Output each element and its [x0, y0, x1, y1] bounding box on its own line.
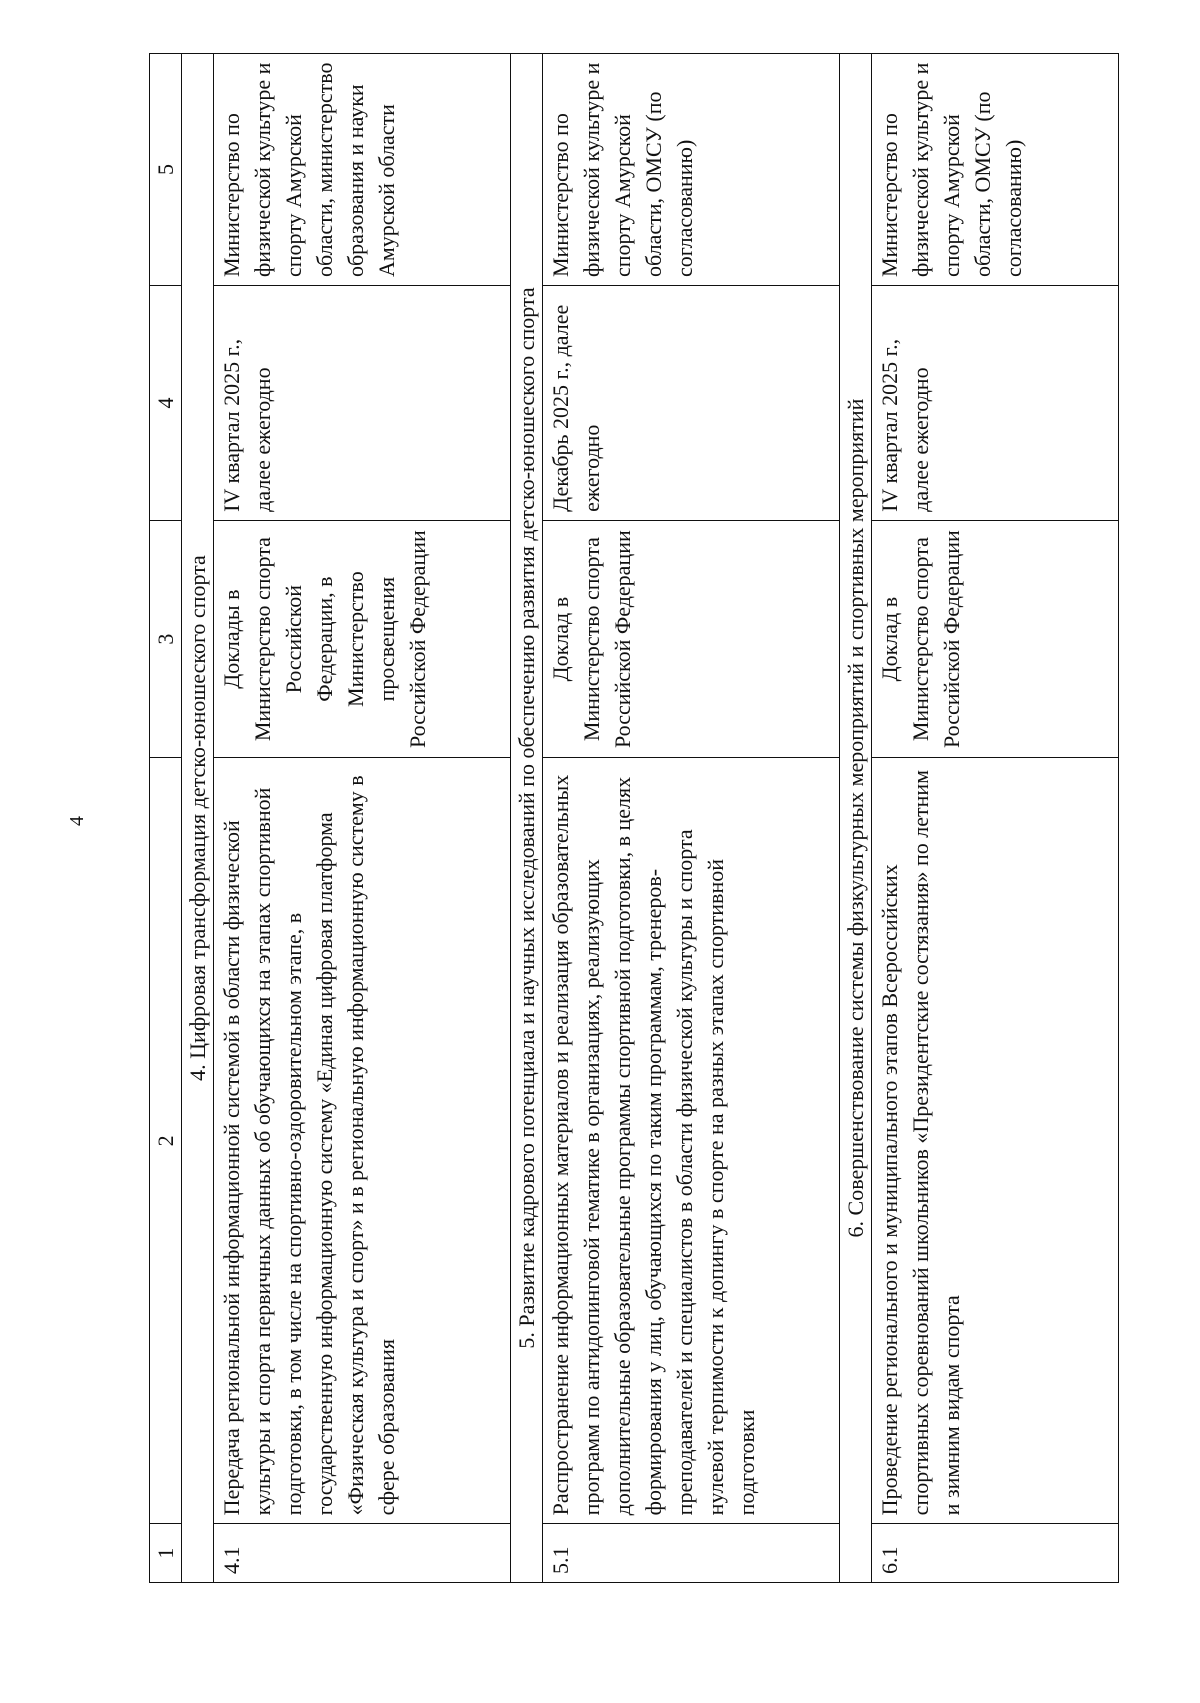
- page-number: 4: [66, 816, 88, 826]
- section-header: [182, 54, 214, 1583]
- section-title: 6. Совершенствование системы физкультурных мероприятий и спортивных мероприятий: [840, 54, 872, 1583]
- row-number: 6.1: [872, 1524, 1119, 1583]
- action-cell: Проведение регионального и муниципального этапов Всероссийских спортивных соревнований школьников «Президентские состязания» по летним и зимним видам спорта: [872, 758, 1119, 1524]
- deadline-cell: IV квартал 2025 г., далее ежегодно: [872, 286, 1119, 521]
- section-title: 4. Цифровая трансформация детско-юношеского спорта: [182, 54, 214, 1583]
- column-header: 5: [150, 54, 182, 286]
- column-header: 3: [150, 520, 182, 758]
- action-cell: Распространение информационных материалов и реализация образовательных программ по антидопинговой тематике в организациях, реализующих дополнительные образовательные программы спортивной подготовки, в целях формирования у лиц, обучающихся по таким программам, тренеров-преподавателей и специалистов в области физической культуры и спорта нулевой терпимости к допингу в спорте на разных этапах спортивной подготовки: [543, 758, 840, 1524]
- table-row: [872, 54, 1119, 1583]
- deadline-cell: Декабрь 2025 г., далее ежегодно: [543, 286, 840, 521]
- responsible-cell: Министерство по физической культуре и спорту Амурской области, ОМСУ (по согласованию): [543, 54, 840, 286]
- row-number: 5.1: [543, 1524, 840, 1583]
- action-cell: Передача региональной информационной системой в области физической культуры и спорта первичных данных об обучающихся на этапах спортивной подготовки, в том числе на спортивно-оздоровительном этапе, в государственную информационную систему «Единая цифровая платформа «Физическая культура и спорт» и в региональную информационную систему в сфере образования: [214, 758, 511, 1524]
- result-cell: Доклад в Министерство спорта Российской Федерации: [872, 520, 1119, 758]
- column-header: 2: [150, 758, 182, 1524]
- plan-table: [149, 53, 1119, 1583]
- result-cell: Доклады в Министерство спорта Российской Федерации, в Министерство просвещения Российской Федерации: [214, 520, 511, 758]
- section-header: [511, 54, 543, 1583]
- rotated-document: [149, 53, 1149, 1583]
- section-header: [840, 54, 872, 1583]
- table-row: [214, 54, 511, 1583]
- responsible-cell: Министерство по физической культуре и спорту Амурской области, ОМСУ (по согласованию): [872, 54, 1119, 286]
- column-header: 4: [150, 286, 182, 521]
- result-cell: Доклад в Министерство спорта Российской Федерации: [543, 520, 840, 758]
- column-number-row: [150, 54, 182, 1583]
- deadline-cell: IV квартал 2025 г., далее ежегодно: [214, 286, 511, 521]
- responsible-cell: Министерство по физической культуре и спорту Амурской области, министерство образования и науки Амурской области: [214, 54, 511, 286]
- section-title: 5. Развитие кадрового потенциала и научных исследований по обеспечению развития детско-юношеского спорта: [511, 54, 543, 1583]
- column-header: 1: [150, 1524, 182, 1583]
- row-number: 4.1: [214, 1524, 511, 1583]
- table-row: [543, 54, 840, 1583]
